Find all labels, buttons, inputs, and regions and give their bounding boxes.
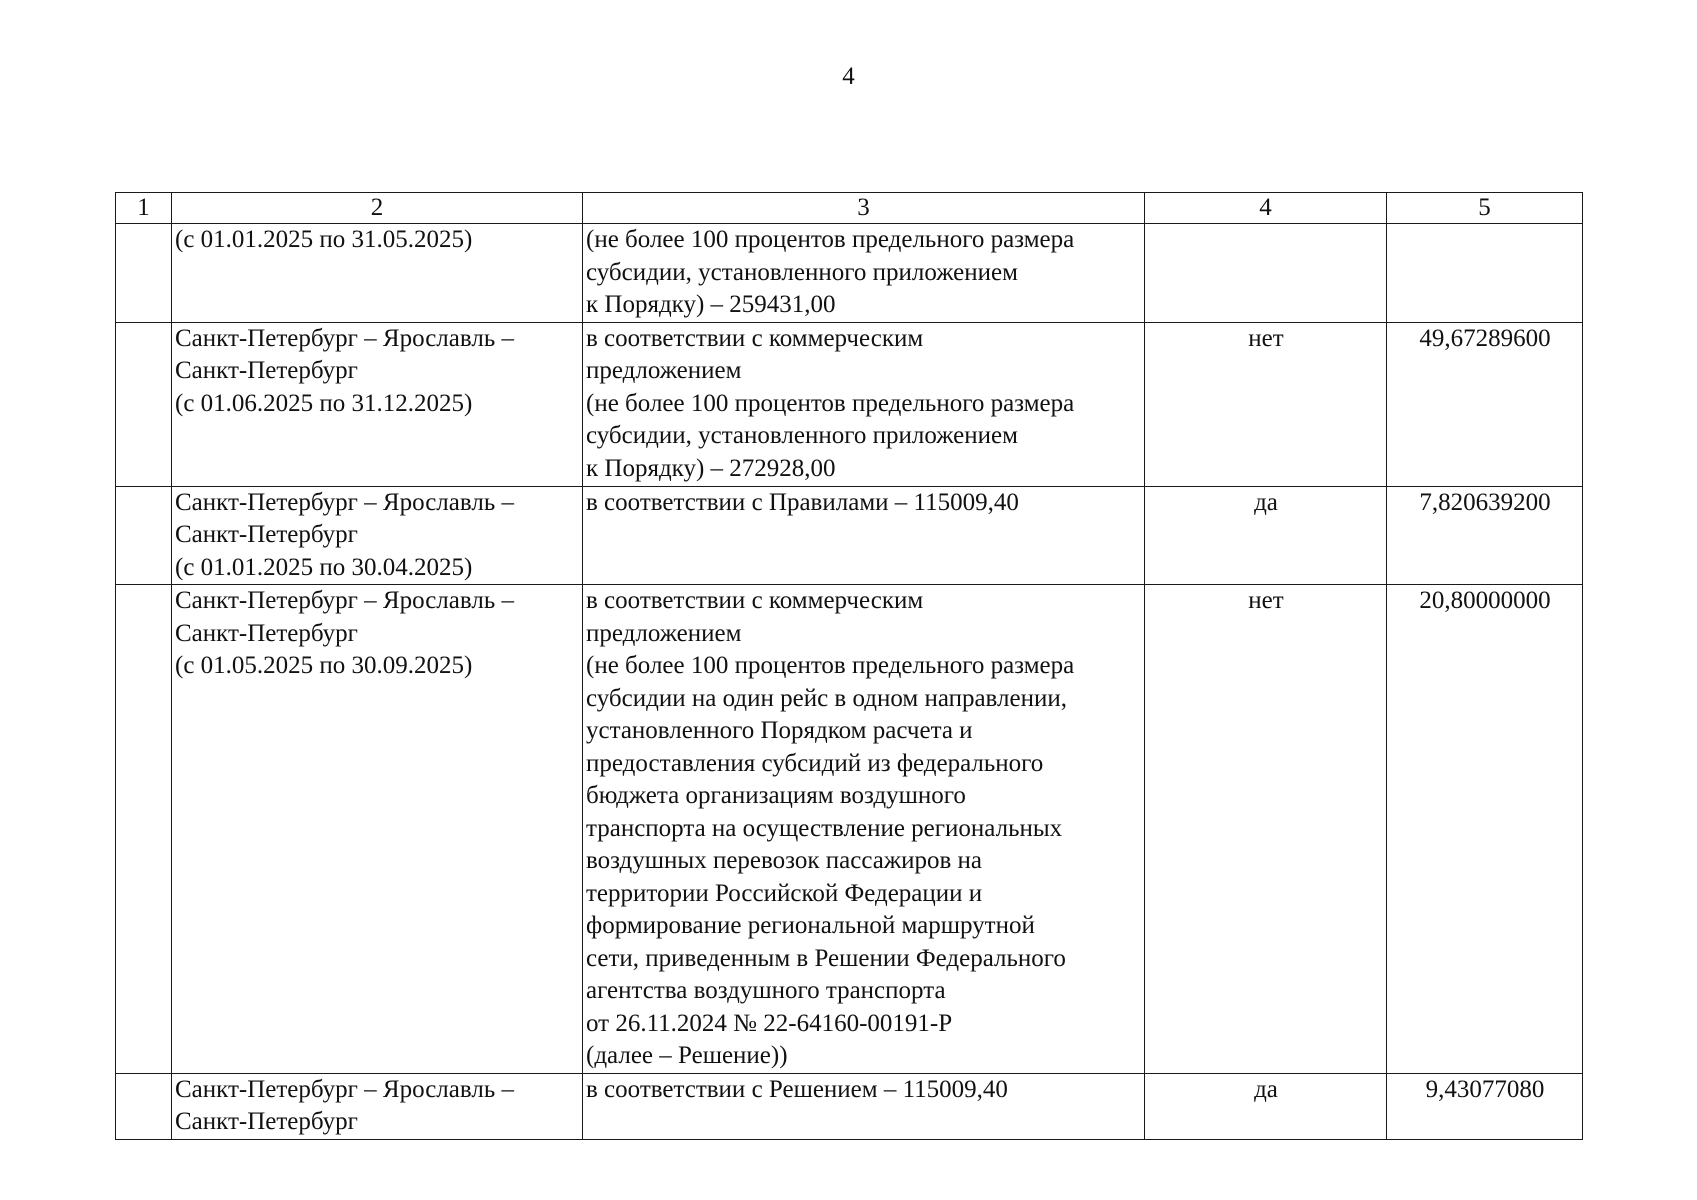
basis-cell [583,322,1145,486]
basis-cell [583,486,1145,585]
basis-line: агентства воздушного транспорта [586,977,946,1004]
row-index-cell [116,224,172,323]
route-line: Санкт-Петербург [175,1108,358,1135]
basis-line: в соответствии с коммерческим [586,587,924,614]
value-cell: 9,43077080 [1387,1073,1583,1139]
route-line: Санкт-Петербург – Ярославль – [175,1075,514,1103]
basis-line: предоставления субсидий из федерального [586,749,1044,777]
basis-line: (не более 100 процентов предельного размера [586,389,1075,417]
basis-line: сети, приведенным в Решении Федерального [586,944,1066,972]
route-cell [172,486,583,585]
route-cell [172,1073,583,1139]
basis-line: в соответствии с Правилами – 115009,40 [586,488,1019,516]
flag-cell: нет [1145,322,1387,486]
basis-line: к Порядку) – 259431,00 [586,291,836,318]
value-cell: 7,820639200 [1387,486,1583,585]
route-cell [172,585,583,1074]
header-col-5: 5 [1387,193,1583,224]
basis-line: предложением [586,357,742,384]
basis-line: транспорта на осуществление региональных [586,814,1063,842]
value-cell [1387,224,1583,323]
flag-cell: да [1145,486,1387,585]
table-row [116,585,1583,1074]
basis-line: от 26.11.2024 № 22-64160-00191-Р [586,1009,953,1037]
route-line: Санкт-Петербург [175,619,358,647]
basis-line: субсидии, установленного приложением [586,258,1018,286]
route-line: (с 01.06.2025 по 31.12.2025) [175,389,473,417]
flag-cell: нет [1145,585,1387,1074]
basis-line: установленного Порядком расчета и [586,717,973,744]
header-col-2: 2 [172,193,583,224]
value-cell: 20,80000000 [1387,585,1583,1074]
basis-cell [583,1073,1145,1139]
row-index-cell [116,322,172,486]
flag-cell: да [1145,1073,1387,1139]
table-row [116,486,1583,585]
route-line: Санкт-Петербург [175,357,358,384]
basis-line: субсидии на один рейс в одном направлении, [586,684,1067,712]
basis-line: территории Российской Федерации и [586,879,983,907]
route-line: Санкт-Петербург – Ярославль – [175,488,514,516]
basis-line: (не более 100 процентов предельного размера [586,652,1075,679]
basis-cell [583,585,1145,1074]
route-cell [172,322,583,486]
route-line: (с 01.05.2025 по 30.09.2025) [175,652,473,679]
header-col-3: 3 [583,193,1145,224]
route-line: Санкт-Петербург [175,521,358,548]
basis-line: предложением [586,619,742,647]
basis-line: субсидии, установленного приложением [586,422,1018,449]
basis-line: формирование региональной маршрутной [586,912,1035,939]
route-line: (с 01.01.2025 по 30.04.2025) [175,553,473,581]
flag-cell [1145,224,1387,323]
page-number: 4 [842,63,855,90]
row-index-cell [116,585,172,1074]
header-row [116,193,1583,224]
route-cell [172,224,583,323]
table-row [116,1073,1583,1139]
basis-line: в соответствии с коммерческим [586,324,924,352]
subsidy-table [115,192,1583,1140]
header-col-4: 4 [1145,193,1387,224]
basis-line: в соответствии с Решением – 115009,40 [586,1075,1008,1103]
route-line: Санкт-Петербург – Ярославль – [175,587,514,614]
route-line: Санкт-Петербург – Ярославль – [175,324,514,352]
basis-line: воздушных перевозок пассажиров на [586,847,983,874]
basis-line: (не более 100 процентов предельного размера [586,226,1075,253]
basis-line: к Порядку) – 272928,00 [586,454,836,482]
basis-line: (далее – Решение)) [586,1042,788,1069]
table-row [116,322,1583,486]
route-line: (с 01.01.2025 по 31.05.2025) [175,226,473,253]
header-col-1: 1 [116,193,172,224]
table-row [116,224,1583,323]
basis-line: бюджета организациям воздушного [586,782,966,809]
row-index-cell [116,1073,172,1139]
row-index-cell [116,486,172,585]
value-cell: 49,67289600 [1387,322,1583,486]
basis-cell [583,224,1145,323]
